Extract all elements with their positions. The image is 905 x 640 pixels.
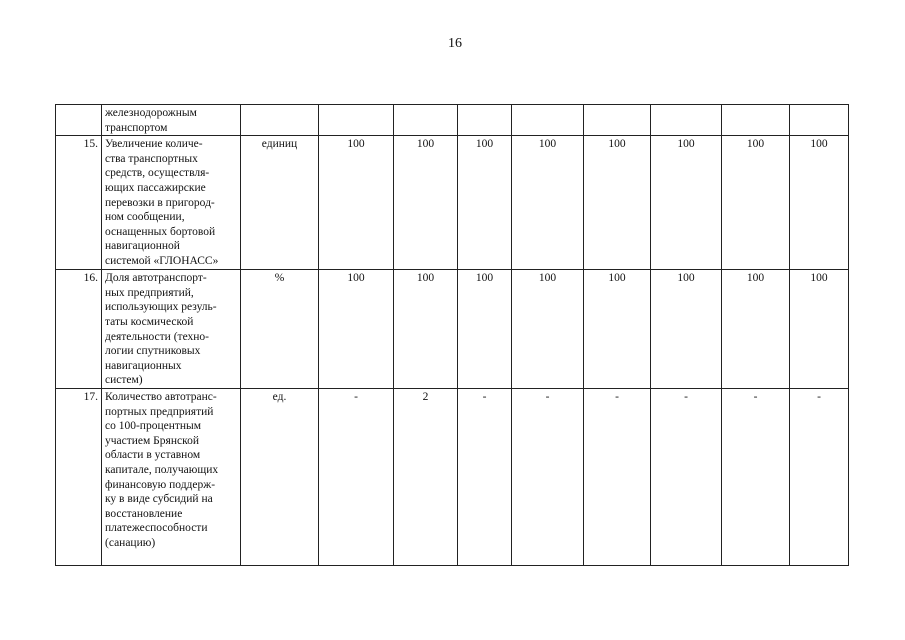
- value-cell: 100: [722, 136, 790, 270]
- table-row: [56, 270, 849, 389]
- table-row: [56, 105, 849, 136]
- value-cell: 100: [394, 136, 458, 270]
- value-cell: 100: [394, 270, 458, 389]
- value-cell: -: [319, 388, 394, 565]
- value-cell: 100: [458, 270, 512, 389]
- value-cell: 100: [722, 270, 790, 389]
- value-cell: [584, 105, 651, 136]
- value-cell: -: [458, 388, 512, 565]
- value-cell: 100: [584, 136, 651, 270]
- value-cell: [512, 105, 584, 136]
- value-cell: -: [512, 388, 584, 565]
- indicators-table: [55, 104, 849, 566]
- value-cell: [651, 105, 722, 136]
- indicator-name: железнодорожным транспортом: [102, 105, 241, 136]
- value-cell: [458, 105, 512, 136]
- row-number: 17.: [56, 388, 102, 565]
- value-cell: 100: [584, 270, 651, 389]
- value-cell: 2: [394, 388, 458, 565]
- value-cell: 100: [790, 136, 849, 270]
- row-number: [56, 105, 102, 136]
- value-cell: 100: [512, 270, 584, 389]
- value-cell: 100: [512, 136, 584, 270]
- value-cell: -: [584, 388, 651, 565]
- table-row: [56, 136, 849, 270]
- value-cell: 100: [319, 270, 394, 389]
- value-cell: [319, 105, 394, 136]
- table-row: [56, 388, 849, 565]
- value-cell: -: [651, 388, 722, 565]
- unit-cell: ед.: [241, 388, 319, 565]
- unit-cell: %: [241, 270, 319, 389]
- value-cell: 100: [651, 136, 722, 270]
- row-number: 16.: [56, 270, 102, 389]
- value-cell: -: [722, 388, 790, 565]
- page-number: 16: [448, 36, 462, 51]
- value-cell: 100: [319, 136, 394, 270]
- value-cell: -: [790, 388, 849, 565]
- value-cell: [722, 105, 790, 136]
- unit-cell: [241, 105, 319, 136]
- indicator-name: Количество автотранс- портных предприятий со 100-процентным участием Брянской области в уставном капитале, получающих финансовую поддерж- ку в виде субсидий на восстановление платежеспособности (санацию): [102, 388, 241, 565]
- indicator-name: Доля автотранспорт- ных предприятий, использующих резуль- таты космической деятельности (техно- логии спутниковых навигационных систем): [102, 270, 241, 389]
- value-cell: [394, 105, 458, 136]
- value-cell: 100: [790, 270, 849, 389]
- value-cell: [790, 105, 849, 136]
- unit-cell: единиц: [241, 136, 319, 270]
- value-cell: 100: [651, 270, 722, 389]
- indicator-name: Увеличение количе- ства транспортных средств, осуществля- ющих пассажирские перевозки в пригород- ном сообщении, оснащенных бортовой навигационной системой «ГЛОНАСС»: [102, 136, 241, 270]
- row-number: 15.: [56, 136, 102, 270]
- value-cell: 100: [458, 136, 512, 270]
